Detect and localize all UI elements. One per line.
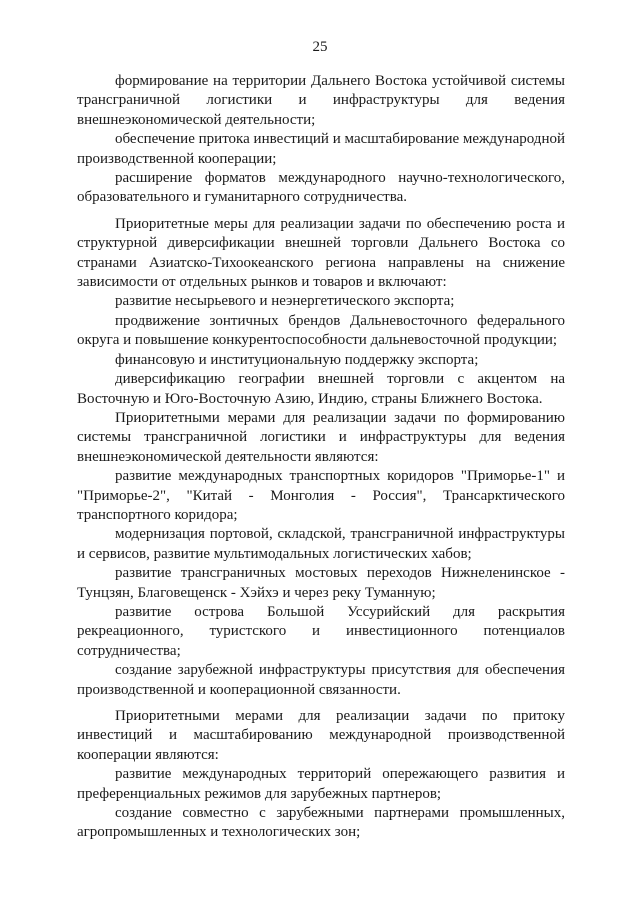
paragraph-logistics-goal: формирование на территории Дальнего Востока устойчивой системы трансграничной логистики и инфраструктуры для ведения внешнеэкономической деятельности; [77, 73, 565, 128]
list-item-export-support: финансовую и институциональную поддержку экспорта; [115, 351, 479, 368]
paragraph-trade-measures-intro: Приоритетные меры для реализации задачи по обеспечению роста и структурной диверсификации внешней торговли Дальнего Востока со странами Азиатско-Тихоокеанского региона направлены на снижение зависимости от отдельных рынков и товаров и включают: [77, 215, 565, 291]
document-body [77, 72, 565, 843]
page-number: 25 [312, 39, 328, 55]
paragraph-cooperation-goal: расширение форматов международного научно-технологического, образовательного и гуманитарного сотрудничества. [77, 170, 565, 206]
list-item-bridge-crossings: развитие трансграничных мостовых переходов Нижнеленинское - Тунцзян, Благовещенск - Хэйхэ и через реку Туманную; [77, 565, 565, 601]
paragraph-investment-measures-intro: Приоритетными мерами для реализации задачи по притоку инвестиций и масштабированию международной производственной кооперации являются: [77, 708, 565, 763]
list-item-port-modernization: модернизация портовой, складской, трансграничной инфраструктуры и сервисов, развитие мультимодальных логистических хабов; [77, 526, 565, 562]
list-item-transport-corridors: развитие международных транспортных коридоров "Приморье-1" и "Приморье-2", "Китай - Монголия - Россия", Трансарктического транспортного коридора; [77, 468, 565, 523]
list-item-brand-promotion: продвижение зонтичных брендов Дальневосточного федерального округа и повышение конкурентоспособности дальневосточной продукции; [77, 312, 565, 349]
list-item-joint-zones: создание совместно с зарубежными партнерами промышленных, агропромышленных и технологических зон; [77, 805, 565, 841]
list-item-trade-diversification: диверсификацию географии внешней торговли с акцентом на Восточную и Юго-Восточную Азию, Индию, страны Ближнего Востока. [77, 371, 565, 407]
list-item-foreign-infrastructure: создание зарубежной инфраструктуры присутствия для обеспечения производственной и кооперационной связанности. [77, 662, 565, 698]
list-item-island-development: развитие острова Большой Уссурийский для раскрытия рекреационного, туристского и инвестиционного потенциалов сотрудничества; [77, 603, 565, 659]
paragraph-investment-goal: обеспечение притока инвестиций и масштабирование международной производственной кооперации; [77, 131, 565, 167]
list-item-export-development: развитие несырьевого и неэнергетического экспорта; [115, 293, 455, 310]
list-item-advanced-development-territories: развитие международных территорий опережающего развития и преференциальных режимов для зарубежных партнеров; [77, 766, 565, 802]
paragraph-logistics-measures-intro: Приоритетными мерами для реализации задачи по формированию системы трансграничной логистики и инфраструктуры для ведения внешнеэкономической деятельности являются: [77, 409, 565, 465]
